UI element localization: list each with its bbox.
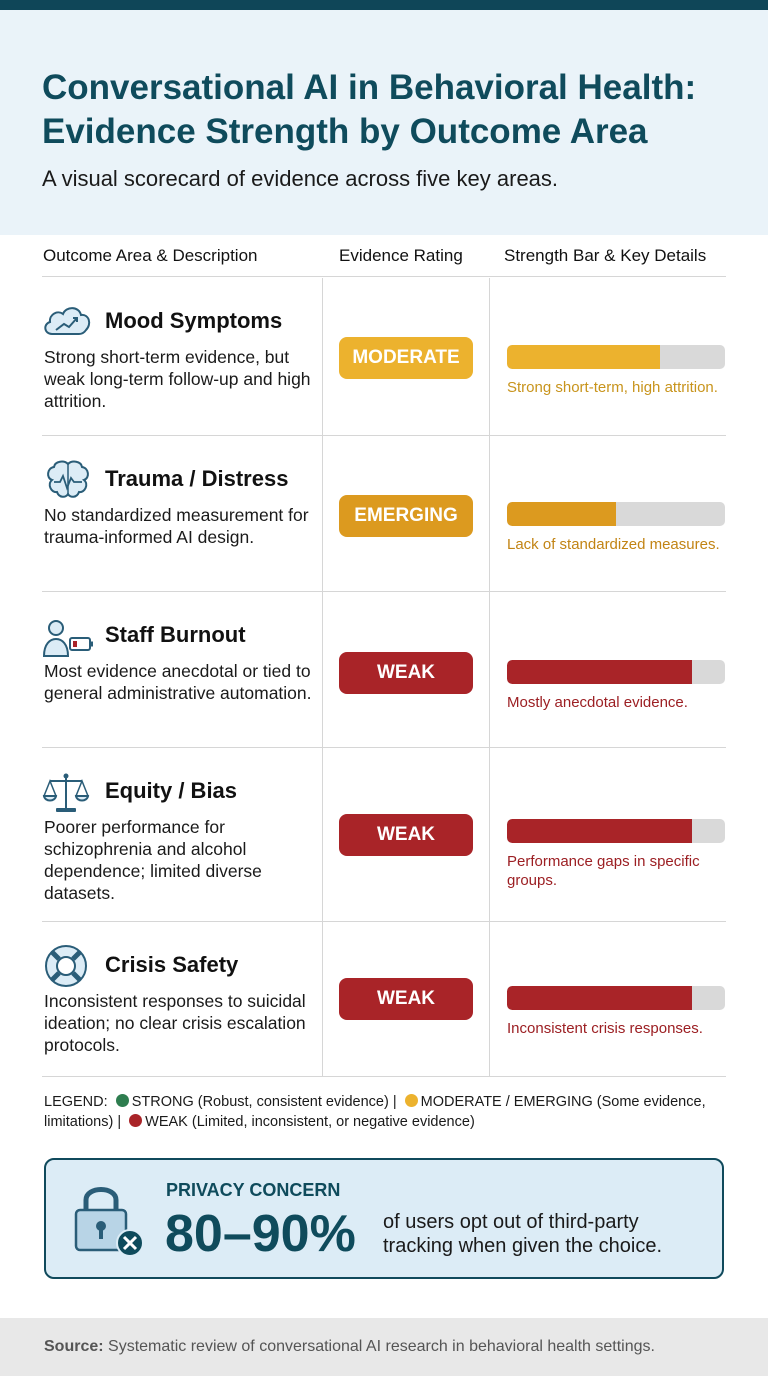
- cloud-chart-icon: [42, 300, 94, 344]
- strength-bar: [507, 502, 725, 526]
- divider: [42, 747, 726, 748]
- privacy-callout: [44, 1158, 724, 1279]
- rating-badge: EMERGING: [339, 495, 473, 537]
- legend-strong: STRONG (Robust, consistent evidence): [131, 1094, 389, 1110]
- strength-bar: [507, 345, 725, 369]
- divider: [42, 591, 726, 592]
- legend-dot-strong: [116, 1094, 129, 1107]
- column-divider: [489, 278, 490, 1076]
- rating-badge: WEAK: [339, 652, 473, 694]
- key-detail: Performance gaps in specific groups.: [507, 853, 700, 889]
- legend-separator: |: [117, 1114, 122, 1130]
- top-accent-bar: [0, 0, 768, 10]
- source-label: Source:: [44, 1338, 104, 1355]
- brain-icon: [42, 458, 94, 502]
- strength-bar-fill: [507, 986, 692, 1010]
- privacy-stat: 80–90%: [165, 1205, 356, 1263]
- legend-weak: WEAK (Limited, inconsistent, or negative evidence): [145, 1114, 475, 1130]
- legend-dot-weak: [129, 1114, 142, 1127]
- strength-bar-fill: [507, 660, 692, 684]
- privacy-label: PRIVACY CONCERN: [166, 1180, 341, 1200]
- legend-prefix: LEGEND:: [44, 1094, 108, 1110]
- divider: [42, 276, 726, 277]
- key-detail: Strong short-term, high attrition.: [507, 379, 718, 396]
- footer: [0, 1318, 768, 1376]
- outcome-name: Crisis Safety: [105, 952, 239, 977]
- source-text: Systematic review of conversational AI research in behavioral health settings.: [108, 1338, 655, 1355]
- title-line-1: Conversational AI in Behavioral Health:: [42, 68, 697, 107]
- outcome-description: Inconsistent responses to suicidal ideation; no clear crisis escalation protocols.: [44, 991, 306, 1055]
- strength-bar-fill: [507, 502, 616, 526]
- outcome-description: No standardized measurement for trauma-informed AI design.: [44, 505, 309, 547]
- strength-bar-fill: [507, 819, 692, 843]
- source-note: [44, 1338, 655, 1356]
- strength-bar: [507, 660, 725, 684]
- column-divider: [322, 278, 323, 1076]
- padlock-icon: [72, 1180, 148, 1260]
- column-header-details: Strength Bar & Key Details: [504, 246, 707, 265]
- outcome-description: Most evidence anecdotal or tied to general administrative automation.: [44, 661, 312, 703]
- rating-badge: MODERATE: [339, 337, 473, 379]
- strength-bar: [507, 986, 725, 1010]
- scales-icon: [42, 770, 94, 814]
- outcome-name: Equity / Bias: [105, 778, 238, 803]
- rating-badge: WEAK: [339, 814, 473, 856]
- page-subtitle: A visual scorecard of evidence across five key areas.: [42, 166, 559, 191]
- outcome-name: Staff Burnout: [105, 622, 246, 647]
- legend-separator: |: [392, 1094, 397, 1110]
- divider: [42, 435, 726, 436]
- divider: [42, 921, 726, 922]
- key-detail: Inconsistent crisis responses.: [507, 1020, 703, 1037]
- title-line-2: Evidence Strength by Outcome Area: [42, 112, 648, 151]
- outcome-name: Trauma / Distress: [105, 466, 289, 491]
- outcome-description: Poorer performance for schizophrenia and alcohol dependence; limited diverse datasets.: [44, 817, 262, 903]
- rating-badge: WEAK: [339, 978, 473, 1020]
- strength-bar-fill: [507, 345, 660, 369]
- divider: [42, 1076, 726, 1077]
- legend: [44, 1092, 734, 1132]
- key-detail: Lack of standardized measures.: [507, 536, 720, 553]
- strength-bar: [507, 819, 725, 843]
- legend-moderate: MODERATE / EMERGING (Some evidence, limitations): [44, 1094, 706, 1130]
- column-header-area: Outcome Area & Description: [43, 246, 258, 265]
- column-header-rating: Evidence Rating: [339, 246, 463, 265]
- outcome-description: Strong short-term evidence, but weak long-term follow-up and high attrition.: [44, 347, 311, 411]
- legend-dot-moderate: [405, 1094, 418, 1107]
- outcome-name: Mood Symptoms: [105, 308, 283, 333]
- privacy-text: of users opt out of third-party tracking when given the choice.: [383, 1211, 663, 1257]
- key-detail: Mostly anecdotal evidence.: [507, 694, 688, 711]
- person-battery-icon: [42, 614, 94, 658]
- lifebuoy-icon: [42, 944, 94, 988]
- page-title: [42, 66, 742, 154]
